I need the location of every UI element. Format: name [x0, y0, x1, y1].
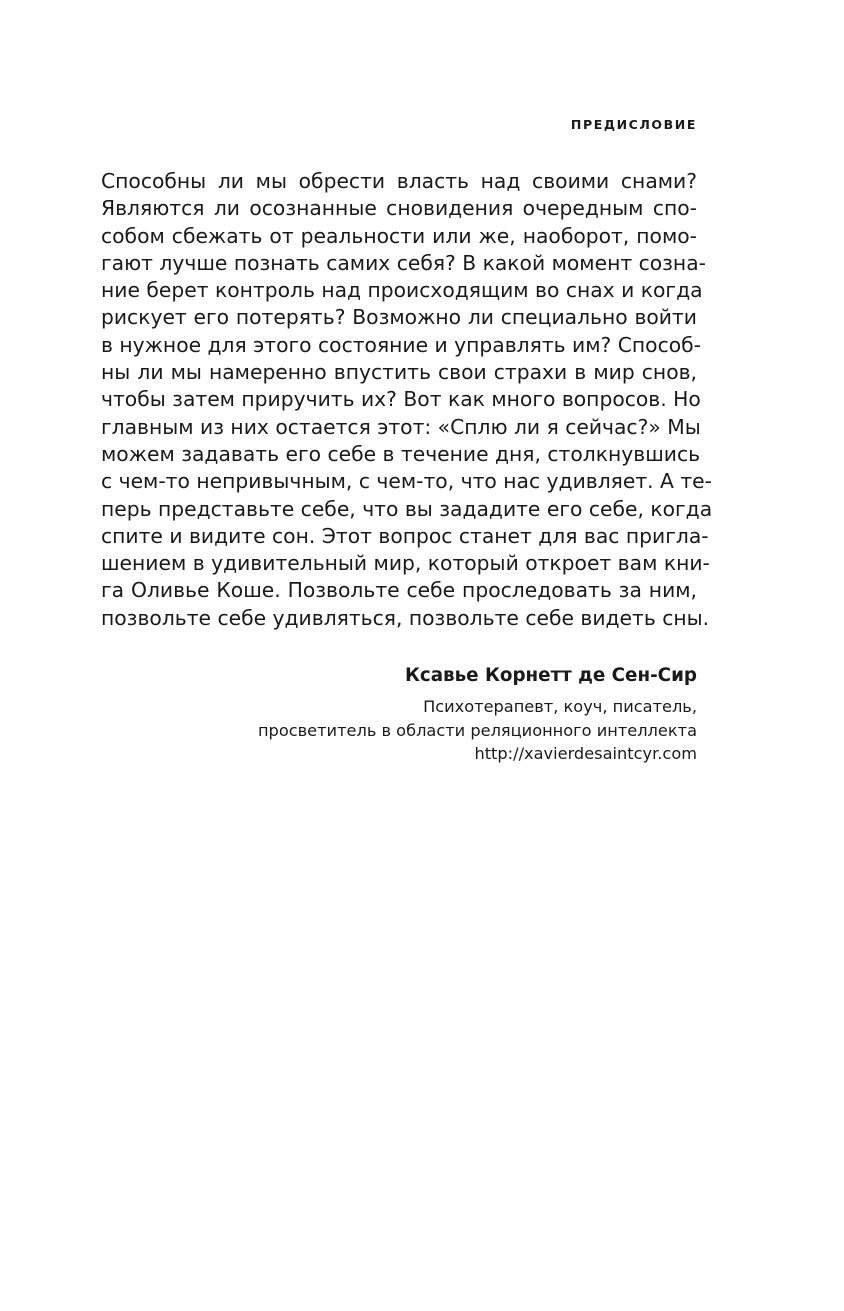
body-line: с чем-то непривычным, с чем-то, что нас удивляет. А те-: [101, 469, 712, 494]
body-line: га Оливье Коше. Позвольте себе проследовать за ним,: [101, 578, 697, 603]
author-role: Психотерапевт, коуч, писатель,: [423, 697, 697, 716]
author-website: http://xavierdesaintcyr.com: [474, 744, 697, 763]
body-line: главным из них остается этот: «Сплю ли я сейчас?» Мы: [101, 414, 701, 439]
author-field: просветитель в области реляционного интеллекта: [257, 720, 697, 740]
body-line: в нужное для этого состояние и управлять им? Способ-: [101, 332, 701, 357]
body-line: ны ли мы намеренно впустить свои страхи в мир снов,: [101, 360, 697, 385]
body-line: спите и видите сон. Этот вопрос станет для вас пригла-: [101, 523, 709, 548]
body-line: рискует его потерять? Возможно ли специально войти: [101, 305, 697, 330]
signature-block: [137, 663, 697, 766]
body-line: шением в удивительный мир, который откроет вам кни-: [101, 551, 710, 576]
body-line: Являются ли осознанные сновидения очередным спо-: [101, 196, 697, 221]
body-line: гают лучше познать самих себя? В какой момент созна-: [101, 250, 706, 275]
body-line: чтобы затем приручить их? Вот как много вопросов. Но: [101, 387, 701, 412]
body-line: ние берет контроль над происходящим во снах и когда: [101, 278, 703, 303]
author-name: Ксавье Корнетт де Сен-Сир: [404, 665, 697, 686]
body-line: перь представьте себе, что вы зададите его себе, когда: [101, 496, 713, 521]
running-header: ПРЕДИСЛОВИЕ: [570, 117, 697, 132]
foreword-body: [101, 168, 713, 632]
body-line: собом сбежать от реальности или же, наоборот, помо-: [101, 223, 697, 248]
body-line: позвольте себе удивляться, позвольте себе видеть сны.: [101, 605, 710, 630]
body-line: можем задавать его себе в течение дня, столкнувшись: [101, 441, 701, 466]
body-line: Способны ли мы обрести власть над своими снами?: [101, 169, 697, 193]
